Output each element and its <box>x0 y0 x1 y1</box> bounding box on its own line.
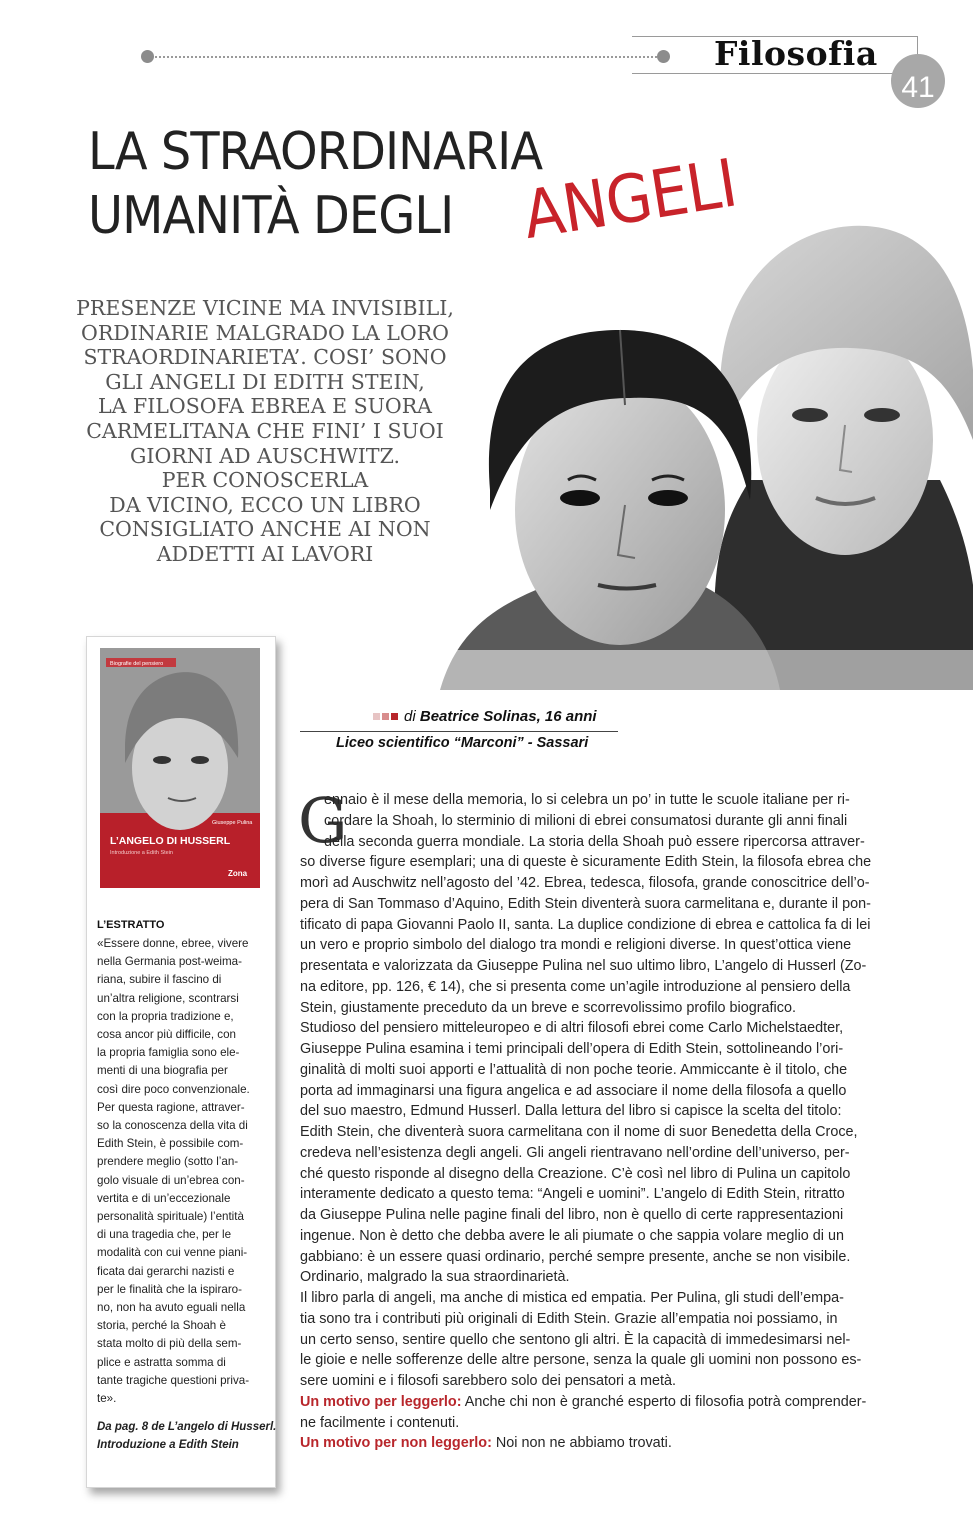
article-line: tificato di papa Giovanni Paolo II, santa. La duplice condizione di ebrea e cattolica fa di lei <box>300 916 871 933</box>
book-subtitle-label: Introduzione a Edith Stein <box>110 850 173 856</box>
subtitle-line: PRESENZE VICINE MA INVISIBILI, <box>76 296 454 320</box>
excerpt-line: con la propria tradizione e, <box>97 1009 234 1023</box>
header-dot-left <box>141 50 154 63</box>
article-line: del suo maestro, Edmund Husserl. Dalla lettura del libro si capisce la scelta del titolo: <box>300 1103 842 1120</box>
article-line: un certo senso, sentire quello che sentono gli altri. È la capacità di immedesimarsi nel- <box>300 1331 851 1348</box>
excerpt-line: nella Germania post-weima- <box>97 955 242 969</box>
excerpt-line: no, non ha avuto eguali nella <box>97 1301 246 1315</box>
excerpt-line: cosa ancor più difficile, con <box>97 1028 236 1042</box>
article-line: della seconda guerra mondiale. La storia della Shoah può essere ripercorsa attraver- <box>324 833 865 850</box>
article-line: na editore, pp. 126, € 14), che si presenta come un’agile introduzione al pensiero della <box>300 978 851 995</box>
byline-prefix: di <box>404 708 416 725</box>
excerpt-line: menti di una biografia per <box>97 1064 228 1078</box>
excerpt-line: riana, subire il fascino di <box>97 973 222 987</box>
headline-accent-word: ANGELI <box>518 144 742 255</box>
reason-for-text: Anche chi non è granché esperto di filosofia potrà comprender- <box>461 1393 867 1410</box>
article-line: ché questo risponde al disegno della Creazione. C’è così nel libro di Pulina un capitolo <box>300 1165 851 1182</box>
excerpt-line: ficata dai gerarchi nazisti e <box>97 1264 235 1278</box>
excerpt-line: per le finalità che la ispiraro- <box>97 1282 242 1296</box>
byline-rule <box>300 731 618 732</box>
reason-against-text: Noi non ne abbiamo trovati. <box>491 1435 672 1452</box>
excerpt-line: storia, perché la Shoah è <box>97 1319 226 1333</box>
excerpt-line: Per questa ragione, attraver- <box>97 1100 245 1114</box>
book-author-label: Giuseppe Pulina <box>212 820 253 826</box>
excerpt-line: prendere meglio (sotto l’an- <box>97 1155 239 1169</box>
article-line: Edith Stein, che diventerà suora carmelitana con il nome di suor Benedetta della Croce, <box>300 1124 858 1140</box>
article-line: ingenue. Non è detto che debba avere le ali piumate o che sappia volare meglio di un <box>300 1227 845 1244</box>
byline-square-icon <box>382 713 389 720</box>
article-line: cordare la Shoah, lo sterminio di milioni di ebrei consumatosi durante gli anni finali <box>324 812 848 829</box>
excerpt-line: te». <box>97 1392 117 1406</box>
headline-line-2: UMANITÀ DEGLI <box>88 186 454 246</box>
excerpt-line: un’altra religione, scontrarsi <box>97 991 239 1005</box>
subtitle-line: CARMELITANA CHE FINI’ I SUOI <box>86 418 444 443</box>
article-line: ginalità di molti suoi apporti e l’attualità di non poche teorie. Ammiccante è il titolo, che <box>300 1061 848 1078</box>
byline-square-icon <box>373 713 380 720</box>
headline-line-1: LA STRAORDINARIA <box>88 122 543 182</box>
excerpt-source-line: Da pag. 8 de L’angelo di Husserl. <box>97 1421 277 1433</box>
subtitle-line: LA FILOSOFA EBREA E SUORA <box>98 394 432 419</box>
subtitle-line: ORDINARIE MALGRADO LA LORO <box>81 320 449 345</box>
article-body <box>298 784 920 1454</box>
header-dotted-rule <box>148 56 668 58</box>
excerpt-text <box>97 935 267 1408</box>
excerpt-line: modalità con cui venne piani- <box>97 1246 248 1260</box>
article-line: Ordinario, malgrado la sua straordinarietà. <box>300 1269 570 1286</box>
article-line: Studioso del pensiero mitteleuropeo e di altri filosofi ebrei come Carlo Michelstaedter, <box>300 1020 844 1037</box>
excerpt-line: tante tragiche questioni priva- <box>97 1373 250 1387</box>
article-lines <box>298 784 920 1392</box>
excerpt-line: «Essere donne, ebree, vivere <box>97 937 249 950</box>
article-line: interamente dedicato a questo tema: “Angeli e uomini”. L’angelo di Edith Stein, ritratto <box>300 1186 845 1203</box>
subtitle <box>60 296 470 567</box>
article-line: credeva nell’esistenza degli angeli. Gli angeli rientravano nell’ordine dell’universo, per- <box>300 1144 850 1161</box>
book-title-label: L’ANGELO DI HUSSERL <box>110 835 231 847</box>
excerpt-line: so la conoscenza della vita di <box>97 1119 248 1133</box>
byline-author <box>373 708 597 725</box>
article-line: gabbiano: è un essere quasi ordinario, perché sempre presente, anche se non visibile. <box>300 1248 851 1265</box>
byline-square-icon <box>391 713 398 720</box>
byline-school: Liceo scientifico “Marconi” - Sassari <box>336 735 589 751</box>
subtitle-line: STRAORDINARIETA’. COSI’ SONO <box>83 345 447 370</box>
article-line: ennaio è il mese della memoria, lo si celebra un po’ in tutte le scuole italiane per ri- <box>324 792 850 808</box>
excerpt-line: la propria famiglia sono ele- <box>97 1046 240 1060</box>
article-line: Giuseppe Pulina esamina i temi principali dell’opera di Edith Stein, sottolineando l’ori- <box>300 1041 844 1057</box>
article-line: porta ad immaginarsi una figura angelica e ad associare il nome della filosofa a quello <box>300 1082 847 1099</box>
section-title: Filosofia <box>714 34 878 73</box>
excerpt-source <box>97 1418 277 1454</box>
excerpt-line: così dire poco convenzionale. <box>97 1082 250 1096</box>
article-line: pera di San Tommaso d’Aquino, Edith Stein diventerà suora carmelitana e, durante il pon- <box>300 895 871 912</box>
excerpt-line: golo visuale di un’ebrea con- <box>97 1173 245 1187</box>
excerpt-line: stata molto di più della sem- <box>97 1337 242 1351</box>
article-line: un vero e proprio simbolo del dialogo tra mondi e religioni diverse. In quest’ottica viene <box>300 937 852 954</box>
excerpt-line: di una tragedia che, per le <box>97 1228 232 1242</box>
reason-for-label: Un motivo per leggerlo: <box>300 1393 462 1410</box>
article-line: morì ad Auschwitz nell’agosto del ’42. Ebrea, tedesca, filosofa, grande conoscitrice dell’o- <box>300 875 870 891</box>
article-line: Il libro parla di angeli, ma anche di mistica ed empatia. Per Pulina, gli studi dell’empa- <box>300 1290 844 1306</box>
excerpt-line: plice e astratta somma di <box>97 1355 226 1369</box>
article-line: da Giuseppe Pulina nelle pagine finali del libro, non è quello di certe rappresentazioni <box>300 1207 844 1223</box>
reason-for-line <box>300 1392 920 1413</box>
book-publisher-label: Zona <box>228 869 248 878</box>
excerpt-line: personalità spirituale) l’entità <box>97 1210 244 1224</box>
byline-author-name: Beatrice Solinas, 16 anni <box>419 708 597 725</box>
subtitle-line: DA VICINO, ECCO UN LIBRO <box>109 492 421 517</box>
book-cover-image <box>100 648 260 888</box>
page-number: 41 <box>891 54 945 108</box>
subtitle-line: ADDETTI AI LAVORI <box>156 541 374 566</box>
article-line: tia sono tra i contributi più originali di Edith Stein. Grazie all’empatia noi possiamo, in <box>300 1310 838 1327</box>
subtitle-line: GLI ANGELI DI EDITH STEIN, <box>105 369 425 394</box>
drop-cap: G <box>298 784 348 857</box>
portrait-right <box>714 226 973 690</box>
portrait-photo <box>420 180 973 690</box>
article-line: le gioie e nelle sofferenze delle altre persone, senza la quale gli uomini non possono es- <box>300 1352 862 1369</box>
excerpt-line: vertita e di un’eccezionale <box>97 1191 231 1205</box>
reason-against-label: Un motivo per non leggerlo: <box>300 1435 492 1452</box>
excerpt-source-line: Introduzione a Edith Stein <box>97 1439 239 1451</box>
subtitle-line: GIORNI AD AUSCHWITZ. <box>130 443 400 468</box>
subtitle-line: PER CONOSCERLA <box>161 468 369 493</box>
book-series-label: Biografie del pensiero <box>110 661 164 667</box>
article-line: sere uomini e i filosofi sarebbero solo dei pensatori a metà. <box>300 1373 676 1389</box>
portrait-left <box>440 330 780 690</box>
reason-against-line <box>300 1433 920 1454</box>
excerpt-line: Edith Stein, è possibile com- <box>97 1137 244 1151</box>
subtitle-line: CONSIGLIATO ANCHE AI NON <box>99 517 431 542</box>
reason-for-line: ne facilmente i contenuti. <box>300 1414 460 1431</box>
article-line: so diverse figure esemplari; una di queste è sicuramente Edith Stein, la filosofa ebrea che <box>300 854 872 871</box>
article-line: Stein, giustamente preceduto da un breve e scorrevolissimo profilo biografico. <box>300 999 796 1016</box>
excerpt-heading: L’ESTRATTO <box>97 919 165 931</box>
article-line: presentata e valorizzata da Giuseppe Pulina nel suo ultimo libro, L’angelo di Husserl (Zo- <box>300 958 867 974</box>
